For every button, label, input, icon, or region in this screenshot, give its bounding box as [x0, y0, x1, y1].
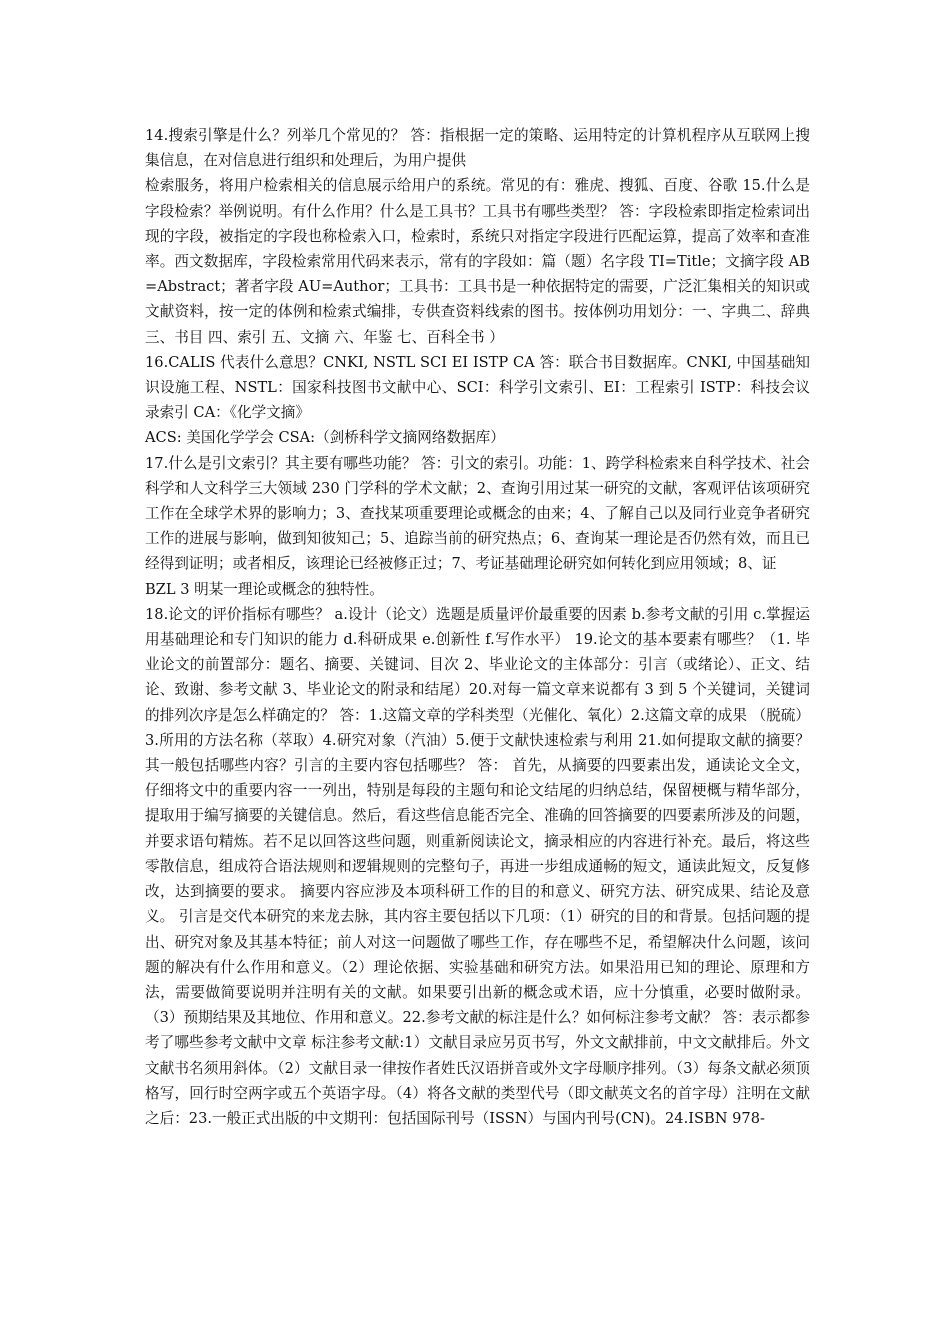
paragraph-acs-csa: ACS: 美国化学学会 CSA:（剑桥科学文摘网络数据库） [145, 429, 505, 447]
paragraph-q17: 17.什么是引文索引？其主要有哪些功能？ 答：引文的索引。功能：1、跨学科检索来自科学技术、社会科学和人文科学三大领域 230 门学科的学术文献；2、查询引用过某一研究的文献，客观评估该项研究工作在全球学术界的影响力；3、查找某项重要理论或概念的由来；4、了解自己以及同行业竞争者研究工作的进展与影响，做到知彼知己；5、追踪当前的研究热点；6、查询某一理论是否仍然有效，而且已经得到证明；或者相反，该理论已经被修正过；7、考证基础理论研究如何转化到应用领域；8、证 [145, 454, 810, 573]
paragraph-bzl: BZL 3 明某一理论或概念的独特性。 [145, 580, 384, 598]
paragraph-q16: 16.CALIS 代表什么意思？CNKI, NSTL SCI EI ISTP CA 答：联合书目数据库。CNKI, 中国基础知识设施工程、NSTL：国家科技图书文献中心、SCI：科学引文索引、EI：工程索引 ISTP：科技会议录索引 CA：《化学文摘》 [145, 353, 810, 422]
paragraph-q14-q15: 检索服务，将用户检索相关的信息展示给用户的系统。常见的有：雅虎、搜狐、百度、谷歌 15.什么是字段检索？举例说明。有什么作用？什么是工具书？工具书有哪些类型？ 答：字段检索即指定检索词出现的字段，被指定的字段也称检索入口，检索时，系统只对指定字段进行匹配运算，提高了效率和查准率。西文数据库，字段检索常用代码来表示，常有的字段如：篇（题）名字段 TI=Title；文摘字段 AB=Abstract；著者字段 AU=Author；工具书：工具书是一种依据特定的需要，广泛汇集相关的知识或文献资料，按一定的体例和检索式编排，专供查资料线索的图书。按体例功用划分：一、字典二、辞典 三、书目 四、索引 五、文摘 六、年鉴 七、百科全书 ） [145, 177, 810, 346]
document-body [145, 123, 810, 1131]
paragraph-q14: 14.搜索引擎是什么？列举几个常见的？ 答：指根据一定的策略、运用特定的计算机程序从互联网上搜集信息，在对信息进行组织和处理后，为用户提供 [145, 127, 810, 170]
paragraph-q18-q24: 18.论文的评价指标有哪些？ a.设计（论文）选题是质量评价最重要的因素 b.参考文献的引用 c.掌握运用基础理论和专门知识的能力 d.科研成果 e.创新性 f.写作水平） 19.论文的基本要素有哪些？（1. 毕业论文的前置部分：题名、摘要、关键词、目次 2、毕业论文的主体部分：引言（或绪论）、正文、结论、致谢、参考文献 3、毕业论文的附录和结尾）20.对每一篇文章来说都有 3 到 5 个关键词，关键词的排列次序是怎么样确定的？ 答：1.这篇文章的学科类型（光催化、氧化）2.这篇文章的成果 （脱硫）3.所用的方法名称（萃取）4.研究对象（汽油）5.便于文献快速检索与利用 21.如何提取文献的摘要？其一般包括哪些内容？引言的主要内容包括哪些？ 答： 首先，从摘要的四要素出发，通读论文全文，仔细将文中的重要内容一一列出，特别是每段的主题句和论文结尾的归纳总结，保留梗概与精华部分，提取用于编写摘要的关键信息。然后，看这些信息能否完全、准确的回答摘要的四要素所涉及的问题，并要求语句精炼。若不足以回答这些问题，则重新阅读论文，摘录相应的内容进行补充。最后，将这些零散信息，组成符合语法规则和逻辑规则的完整句子，再进一步组成通畅的短文，通读此短文，反复修改，达到摘要的要求。 摘要内容应涉及本项科研工作的目的和意义、研究方法、研究成果、结论及意义。 引言是交代本研究的来龙去脉，其内容主要包括以下几项：（1）研究的目的和背景。包括问题的提出、研究对象及其基本特征；前人对这一问题做了哪些工作，存在哪些不足，希望解决什么问题，该问题的解决有什么作用和意义。（2）理论依据、实验基础和研究方法。如果沿用已知的理论、原理和方法，需要做简要说明并注明有关的文献。如果要引出新的概念或术语，应十分慎重，必要时做附录。 （3）预期结果及其地位、作用和意义。22.参考文献的标注是什么？如何标注参考文献？ 答：表示都参考了哪些参考文献中文章 标注参考文献:1）文献目录应另页书写，外文文献排前，中文文献排后。外文文献书名须用斜体。（2）文献目录一律按作者姓氏汉语拼音或外文字母顺序排列。（3）每条文献必须顶格写，回行时空两字或五个英语字母。（4）将各文献的类型代号（即文献英文名的首字母）注明在文献之后：23.一般正式出版的中文期刊：包括国际刊号（ISSN）与国内刊号(CN)。24.ISBN 978- [145, 605, 810, 1127]
